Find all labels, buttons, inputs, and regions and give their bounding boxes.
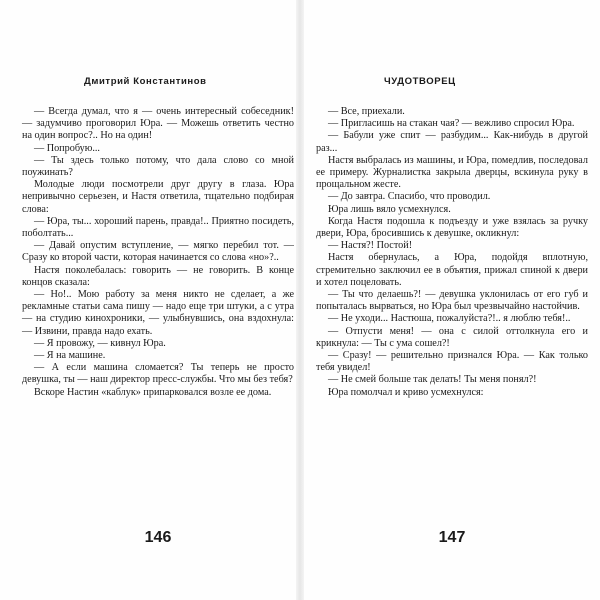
paragraph: — Давай опустим вступление, — мягко перебил тот. — Сразу ко второй части, которая начинается со слова «но»?.. xyxy=(22,240,294,264)
right-page-header: ЧУДОТВОРЕЦ xyxy=(384,76,456,87)
paragraph: Настя выбралась из машины, и Юра, помедлив, последовал ее примеру. Журналистка закрыла дверцы, вскинула руку в прощальном жесте. xyxy=(316,154,588,191)
left-page-header: Дмитрий Константинов xyxy=(84,76,207,87)
paragraph: Настя обернулась, а Юра, подойдя вплотную, стремительно заключил ее в объятия, прижал спиной к двери и хотел поцеловать. xyxy=(316,252,588,288)
paragraph: — Отпусти меня! — она с силой оттолкнула его и крикнула: — Ты с ума сошел?! xyxy=(316,325,588,349)
paragraph: — До завтра. Спасибо, что проводил. xyxy=(328,191,491,203)
paragraph: Настя поколебалась: говорить — не говорить. В конце концов сказала: xyxy=(22,264,294,288)
paragraph: Юра помолчал и криво усмехнулся: xyxy=(328,386,484,398)
paragraph: Молодые люди посмотрели друг другу в глаза. Юра непривычно серьезен, и Настя ответила, тщательно подбирая слова: xyxy=(22,179,294,215)
right-page-number: 147 xyxy=(438,529,466,546)
paragraph: — Настя?! Постой! xyxy=(328,240,413,252)
paragraph: — Сразу! — решительно признался Юра. — Как только тебя увидел! xyxy=(316,350,588,374)
paragraph: — Бабули уже спит — разбудим... Как-нибудь в другой раз... xyxy=(316,130,588,154)
paragraph: — Я на машине. xyxy=(34,350,106,362)
book-gutter xyxy=(296,0,304,600)
paragraph: — Ты здесь только потому, что дала слово со мной поужинать? xyxy=(22,154,294,179)
left-page-body xyxy=(22,106,294,399)
paragraph: — Все, приехали. xyxy=(328,106,405,117)
paragraph: — Попробую... xyxy=(34,142,100,154)
paragraph: — Юра, ты... хороший парень, правда!.. Приятно посидеть, поболтать... xyxy=(22,215,294,240)
paragraph: — Ты что делаешь?! — девушка уклонилась от его губ и попыталась вырваться, но Юра был чрезвычайно настойчив. xyxy=(316,289,588,313)
paragraph: — А если машина сломается? Ты теперь не просто девушка, ты — наш директор пресс-службы. Что мы без тебя? xyxy=(22,362,294,386)
paragraph: — Не уходи... Настюша, пожалуйста?!.. я люблю тебя!.. xyxy=(328,313,571,325)
left-page xyxy=(22,0,294,600)
paragraph: — Но!.. Мою работу за меня никто не сделает, а же рекламные статьи сама пишу — надо еще три штуки, а с утра — на студию кинохроники, — улыбнувшись, она вздохнула: — Извини, правда надо ехать. xyxy=(22,289,294,337)
right-page xyxy=(316,0,588,600)
paragraph: — Я провожу, — кивнул Юра. xyxy=(34,337,166,349)
paragraph: Вскоре Настин «каблук» припарковался возле ее дома. xyxy=(34,386,272,398)
paragraph: — Всегда думал, что я — очень интересный собеседник! — задумчиво проговорил Юра. — Можешь ответить честно на один вопрос?.. Но на один! xyxy=(22,106,294,142)
right-page-body xyxy=(316,106,588,399)
paragraph: — Не смей больше так делать! Ты меня понял?! xyxy=(328,374,537,386)
left-page-number: 146 xyxy=(144,529,172,546)
paragraph: Юра лишь вяло усмехнулся. xyxy=(328,203,451,215)
paragraph: — Пригласишь на стакан чая? — вежливо спросил Юра. xyxy=(328,118,575,130)
paragraph: Когда Настя подошла к подъезду и уже взялась за ручку двери, Юра, бросившись к девушке, окликнул: xyxy=(316,215,588,240)
